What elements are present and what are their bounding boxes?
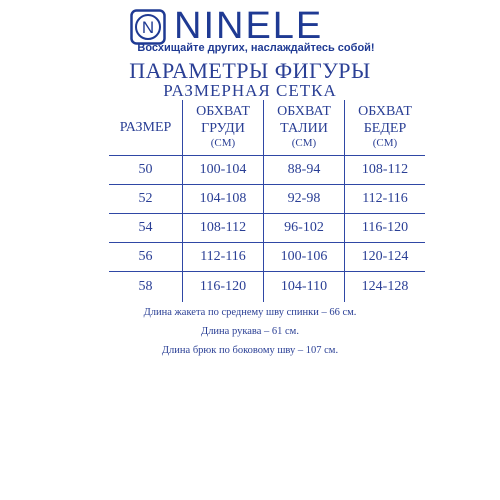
cell-waist: 104-110 bbox=[264, 272, 345, 303]
table-row bbox=[109, 185, 425, 214]
header-size: РАЗМЕР bbox=[109, 100, 183, 156]
cell-size: 58 bbox=[109, 272, 183, 303]
size-chart-table bbox=[109, 100, 425, 302]
header-hips bbox=[345, 100, 426, 156]
svg-text:N: N bbox=[141, 18, 155, 37]
header-bust-unit: (СМ) bbox=[210, 137, 236, 149]
table-row bbox=[109, 272, 425, 303]
table-row bbox=[109, 243, 425, 272]
cell-hips: 120-124 bbox=[345, 243, 426, 272]
brand-header bbox=[0, 6, 500, 54]
header-waist-line1: ОБХВАТ bbox=[277, 104, 331, 119]
note-trousers-length: Длина брюк по боковому шву – 107 см. bbox=[161, 345, 339, 356]
cell-size: 52 bbox=[109, 185, 183, 214]
ninele-logo-icon bbox=[130, 9, 166, 45]
cell-bust: 104-108 bbox=[183, 185, 264, 214]
cell-hips: 124-128 bbox=[361, 279, 409, 294]
header-waist bbox=[264, 100, 345, 156]
header-bust-line2: ГРУДИ bbox=[201, 121, 245, 136]
page-title: ПАРАМЕТРЫ ФИГУРЫ bbox=[129, 58, 371, 83]
cell-waist: 88-94 bbox=[264, 156, 345, 185]
cell-bust: 100-104 bbox=[183, 156, 264, 185]
header-bust bbox=[183, 100, 264, 156]
cell-size: 50 bbox=[109, 156, 183, 185]
header-hips-line1: ОБХВАТ bbox=[358, 104, 412, 119]
header-waist-unit: (СМ) bbox=[291, 137, 317, 149]
header-hips-unit: (СМ) bbox=[372, 137, 398, 149]
cell-waist: 100-106 bbox=[264, 243, 345, 272]
header-hips-line2: БЕДЕР bbox=[363, 121, 407, 136]
table-header-row bbox=[109, 100, 425, 156]
cell-size: 56 bbox=[109, 243, 183, 272]
cell-hips: 108-112 bbox=[345, 156, 426, 185]
table-row bbox=[109, 156, 425, 185]
note-sleeve-length: Длина рукава – 61 см. bbox=[201, 326, 299, 337]
cell-bust: 112-116 bbox=[183, 243, 264, 272]
note-jacket-length: Длина жакета по среднему шву спинки – 66 см. bbox=[143, 307, 357, 318]
header-waist-line2: ТАЛИИ bbox=[280, 121, 328, 136]
page-subtitle: РАЗМЕРНАЯ СЕТКА bbox=[163, 81, 337, 100]
header-bust-line1: ОБХВАТ bbox=[196, 104, 250, 119]
brand-name: NINELE bbox=[174, 5, 324, 47]
cell-size: 54 bbox=[109, 214, 183, 243]
brand-tagline: Восхищайте других, наслаждайтесь собой! bbox=[137, 42, 375, 54]
cell-waist: 92-98 bbox=[264, 185, 345, 214]
cell-hips: 116-120 bbox=[345, 214, 426, 243]
cell-bust: 108-112 bbox=[183, 214, 264, 243]
cell-waist: 96-102 bbox=[264, 214, 345, 243]
table-row bbox=[109, 214, 425, 243]
cell-hips: 112-116 bbox=[345, 185, 426, 214]
cell-bust: 116-120 bbox=[183, 272, 264, 303]
